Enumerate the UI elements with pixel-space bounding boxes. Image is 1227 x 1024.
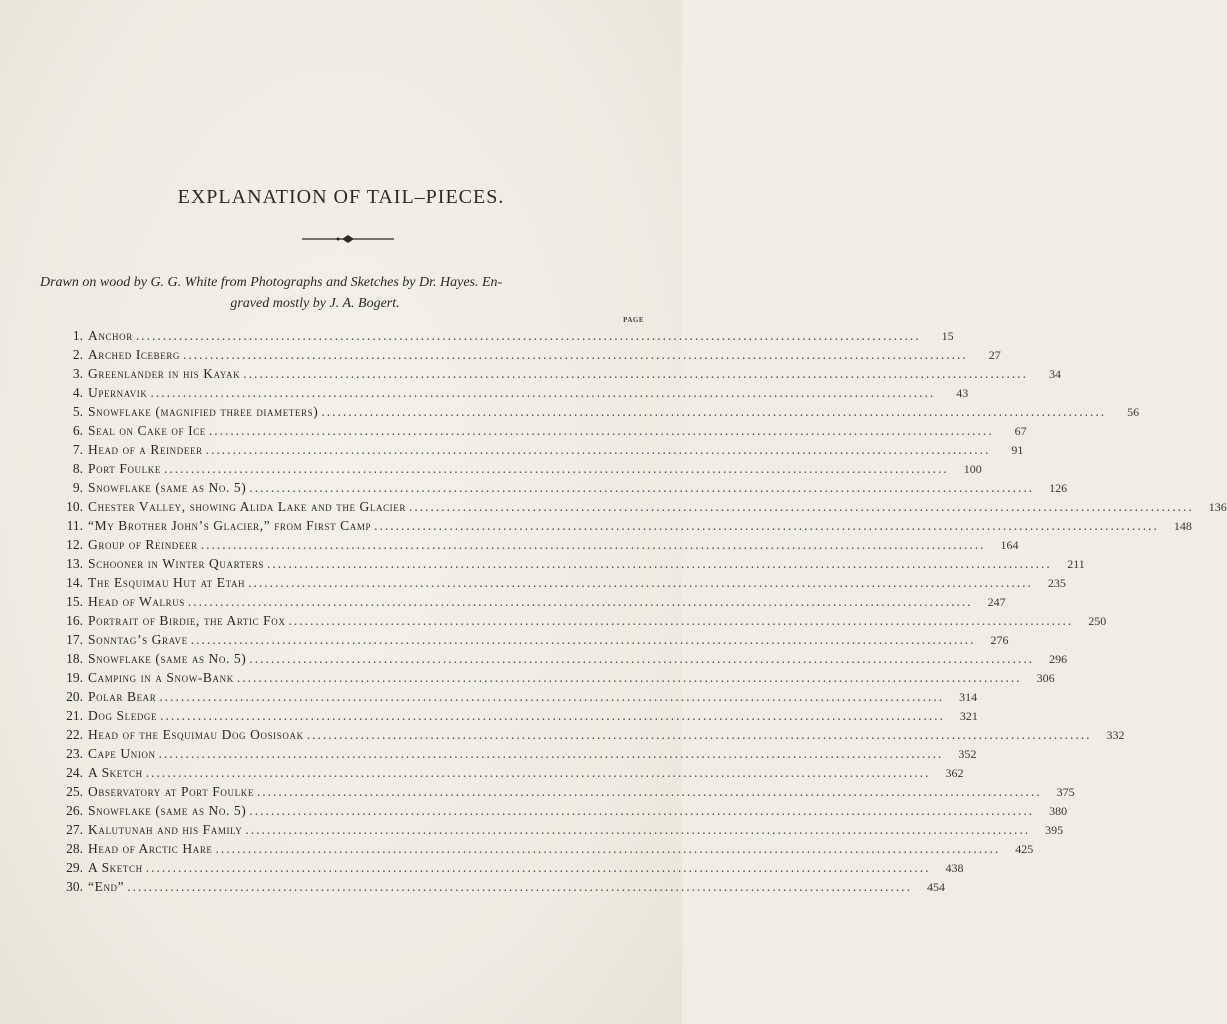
list-item (44, 841, 1034, 860)
item-number: 30. (66, 879, 83, 894)
item-page-number: 314 (959, 690, 978, 704)
item-title: Head of Walrus (88, 594, 185, 609)
item-number: 13. (66, 556, 83, 571)
list-item (44, 822, 1064, 841)
dot-leader (146, 860, 931, 876)
item-number: 8. (72, 461, 83, 476)
item-page-number: 34 (1048, 367, 1061, 381)
list-item (44, 537, 1019, 556)
dot-leader (201, 537, 986, 553)
dot-leader (307, 727, 1092, 743)
item-number: 1. (72, 328, 83, 343)
tail-pieces-list (44, 328, 1227, 898)
dot-leader (409, 499, 1194, 515)
item-number: 11. (66, 518, 83, 533)
dot-leader (249, 480, 1034, 496)
item-page-number: 136 (1208, 500, 1227, 514)
dot-leader (164, 461, 949, 477)
item-title: Camping in a Snow-Bank (88, 670, 234, 685)
dot-leader (159, 746, 944, 762)
item-page-number: 235 (1047, 576, 1066, 590)
dot-leader (191, 632, 976, 648)
list-item (44, 784, 1075, 803)
item-title: Upernavik (88, 385, 148, 400)
item-title: Greenlander in his Kayak (88, 366, 241, 381)
dot-leader (257, 784, 1042, 800)
item-title: A Sketch (88, 860, 143, 875)
item-number: 25. (66, 784, 83, 799)
item-page-number: 91 (1011, 443, 1024, 457)
dot-leader (183, 347, 968, 363)
item-title: Dog Sledge (88, 708, 158, 723)
list-item (44, 575, 1066, 594)
page-title: EXPLANATION OF TAIL–PIECES. (177, 186, 505, 208)
dot-leader (216, 841, 1001, 857)
list-item (44, 480, 1068, 499)
item-number: 16. (66, 613, 83, 628)
list-item (44, 765, 964, 784)
item-page-number: 27 (988, 348, 1001, 362)
dot-leader (159, 689, 944, 705)
item-number: 27. (66, 822, 83, 837)
list-item (44, 632, 1009, 651)
list-item (44, 879, 945, 898)
item-title: Head of the Esquimau Dog Oosisoak (88, 727, 304, 742)
dot-leader (160, 708, 945, 724)
item-page-number: 362 (945, 766, 964, 780)
item-page-number: 43 (956, 386, 969, 400)
dot-leader (243, 366, 1028, 382)
item-page-number: 250 (1088, 614, 1107, 628)
item-number: 20. (66, 689, 83, 704)
item-page-number: 67 (1014, 424, 1027, 438)
item-title: Kalutunah and his Family (88, 822, 243, 837)
item-title: A Sketch (88, 765, 143, 780)
item-number: 5. (72, 404, 83, 419)
item-page-number: 276 (990, 633, 1009, 647)
credits-paragraph (40, 272, 650, 314)
item-title: Anchor (88, 328, 133, 343)
dot-leader (374, 518, 1159, 534)
list-item (44, 670, 1055, 689)
item-number: 28. (66, 841, 83, 856)
item-number: 15. (66, 594, 83, 609)
list-item (44, 518, 1192, 537)
item-title: Head of Arctic Hare (88, 841, 213, 856)
list-item (44, 708, 978, 727)
list-item (44, 366, 1061, 385)
dot-leader (146, 765, 931, 781)
dot-leader (267, 556, 1052, 572)
item-title: Snowflake (same as No. 5) (88, 651, 247, 666)
dot-leader (248, 575, 1033, 591)
list-item (44, 746, 977, 765)
dot-leader (151, 385, 936, 401)
item-page-number: 56 (1127, 405, 1140, 419)
list-item (44, 442, 1024, 461)
item-title: Group of Reindeer (88, 537, 198, 552)
dot-leader (209, 423, 994, 439)
item-page-number: 352 (958, 747, 977, 761)
item-title: Chester Valley, showing Alida Lake and the Glacier (88, 499, 406, 514)
item-page-number: 438 (945, 861, 964, 875)
list-item (44, 860, 964, 879)
list-item (44, 385, 969, 404)
item-page-number: 332 (1106, 728, 1125, 742)
item-title: Seal on Cake of Ice (88, 423, 206, 438)
list-item (44, 461, 982, 480)
item-number: 22. (66, 727, 83, 742)
item-number: 3. (72, 366, 83, 381)
item-title: Snowflake (same as No. 5) (88, 480, 247, 495)
item-title: “My Brother John’s Glacier,” from First Camp (88, 518, 372, 533)
item-number: 12. (66, 537, 83, 552)
list-item (44, 727, 1125, 746)
item-number: 4. (72, 385, 83, 400)
item-number: 17. (66, 632, 83, 647)
item-page-number: 148 (1173, 519, 1192, 533)
dot-leader (249, 803, 1034, 819)
item-title: Portrait of Birdie, the Artic Fox (88, 613, 286, 628)
item-page-number: 375 (1056, 785, 1075, 799)
item-page-number: 321 (959, 709, 978, 723)
item-page-number: 306 (1036, 671, 1055, 685)
list-item (44, 594, 1006, 613)
dot-leader (321, 404, 1106, 420)
item-number: 14. (66, 575, 83, 590)
item-page-number: 126 (1049, 481, 1068, 495)
item-number: 23. (66, 746, 83, 761)
item-page-number: 164 (1000, 538, 1019, 552)
dot-leader (136, 328, 921, 344)
item-number: 26. (66, 803, 83, 818)
item-number: 18. (66, 651, 83, 666)
dot-leader (127, 879, 912, 895)
item-title: Sonntag’s Grave (88, 632, 188, 647)
item-title: Port Foulke (88, 461, 161, 476)
list-item (44, 423, 1027, 442)
list-item (44, 689, 978, 708)
item-page-number: 247 (987, 595, 1006, 609)
item-number: 7. (72, 442, 83, 457)
divider-ornament (302, 233, 394, 245)
item-title: Cape Union (88, 746, 156, 761)
item-number: 29. (66, 860, 83, 875)
item-title: Polar Bear (88, 689, 157, 704)
item-title: Snowflake (same as No. 5) (88, 803, 247, 818)
item-page-number: 15 (941, 329, 954, 343)
item-page-number: 211 (1067, 557, 1085, 571)
credits-line-2: graved mostly by J. A. Bogert. (230, 296, 400, 311)
credits-line-1: Drawn on wood by G. G. White from Photographs and Sketches by Dr. Hayes. En- (40, 275, 503, 290)
item-page-number: 380 (1049, 804, 1068, 818)
item-title: Observatory at Port Foulke (88, 784, 254, 799)
item-number: 6. (72, 423, 83, 438)
item-title: The Esquimau Hut at Etah (88, 575, 246, 590)
item-title: “End” (88, 879, 125, 894)
item-title: Head of a Reindeer (88, 442, 203, 457)
list-item (44, 328, 954, 347)
dot-leader (288, 613, 1073, 629)
list-item (44, 651, 1068, 670)
item-page-number: 100 (963, 462, 982, 476)
list-item (44, 347, 1001, 366)
page-column-header: PAGE (623, 316, 644, 324)
item-number: 9. (72, 480, 83, 495)
item-number: 21. (66, 708, 83, 723)
item-page-number: 425 (1015, 842, 1034, 856)
list-item (44, 499, 1227, 518)
item-title: Snowflake (magnified three diameters) (88, 404, 319, 419)
item-number: 10. (66, 499, 83, 514)
item-number: 2. (72, 347, 83, 362)
dot-leader (249, 651, 1034, 667)
item-number: 19. (66, 670, 83, 685)
item-page-number: 296 (1049, 652, 1068, 666)
item-number: 24. (66, 765, 83, 780)
list-item (44, 803, 1068, 822)
item-title: Arched Iceberg (88, 347, 181, 362)
dot-leader (245, 822, 1030, 838)
list-item (44, 613, 1107, 632)
item-page-number: 395 (1045, 823, 1064, 837)
list-item (44, 404, 1140, 423)
list-item (44, 556, 1085, 575)
dot-leader (237, 670, 1022, 686)
item-title: Schooner in Winter Quarters (88, 556, 265, 571)
item-page-number: 454 (926, 880, 945, 894)
dot-leader (206, 442, 991, 458)
dot-leader (188, 594, 973, 610)
